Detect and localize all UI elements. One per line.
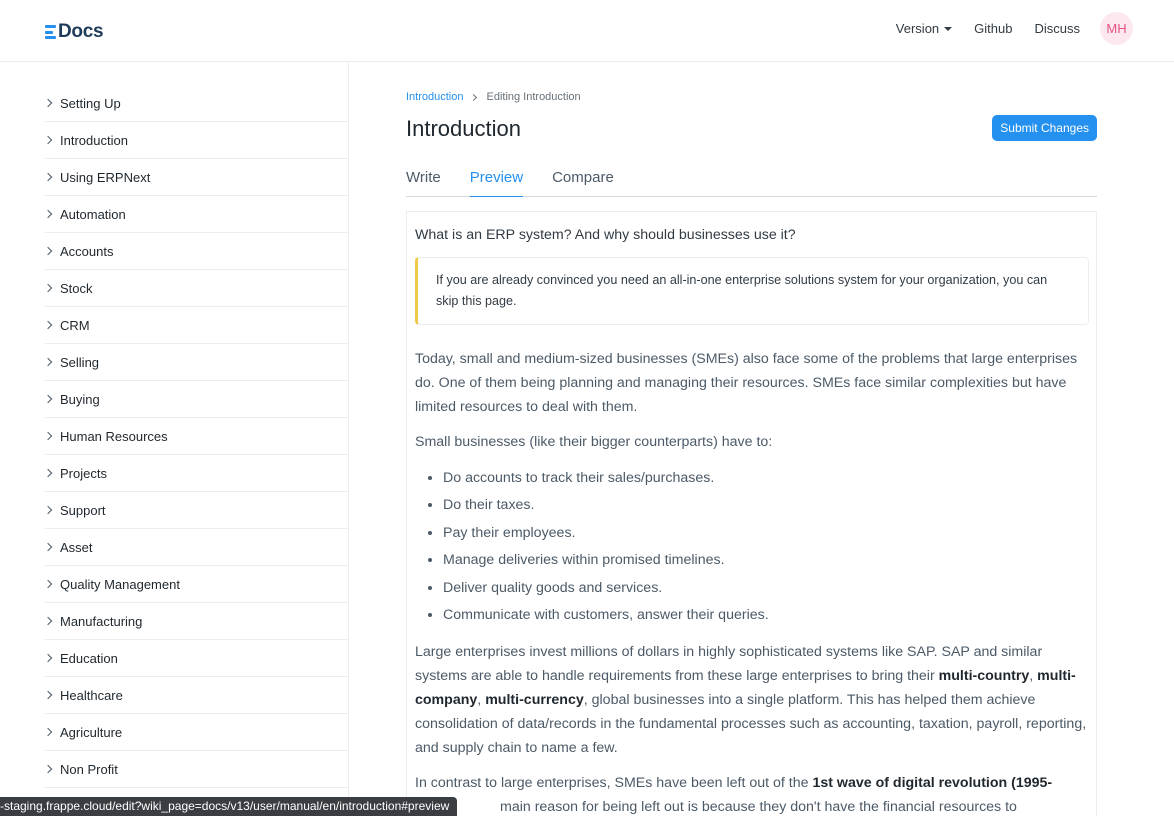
sidebar-item-label: Buying [60, 391, 100, 407]
list-item: • Do their taxes. [443, 492, 1088, 519]
chevron-right-icon [44, 284, 52, 292]
preview-pane [406, 211, 1097, 816]
sidebar-item-quality-management[interactable] [45, 566, 349, 603]
status-bar-url: -staging.frappe.cloud/edit?wiki_page=docs/v13/user/manual/en/introduction#preview [0, 797, 457, 816]
submit-changes-button[interactable]: Submit Changes [992, 115, 1097, 141]
sidebar-item-label: Agriculture [60, 724, 123, 740]
chevron-right-icon [44, 432, 52, 440]
version-label: Version [895, 21, 940, 36]
chevron-right-icon [44, 247, 52, 255]
chevron-right-icon [44, 765, 52, 773]
breadcrumb-current: Editing Introduction [486, 91, 581, 103]
chevron-right-icon [44, 210, 52, 218]
sidebar-item-label: Accounts [60, 243, 114, 259]
sidebar-item-healthcare[interactable] [45, 677, 349, 714]
discuss-link[interactable]: Discuss [1034, 21, 1080, 36]
sidebar-item-stock[interactable] [45, 270, 349, 307]
sidebar-item-label: Non Profit [60, 761, 118, 777]
version-dropdown[interactable] [896, 21, 952, 36]
sidebar-item-accounts[interactable] [45, 233, 349, 270]
sidebar-item-label: Education [60, 650, 118, 666]
sidebar-item-automation[interactable] [45, 196, 349, 233]
sidebar-item-label: Setting Up [60, 95, 121, 111]
text-run: , [477, 692, 486, 709]
docs-logo[interactable] [45, 21, 103, 43]
callout-note: If you are already convinced you need an all-in-one enterprise solutions system for your organization, you can skip this page. [415, 257, 1089, 325]
task-list [443, 465, 1088, 629]
page-title: Introduction [406, 116, 521, 141]
sidebar [0, 62, 349, 816]
bold-text: multi-company [415, 668, 1076, 709]
list-item: • Pay their employees. [443, 520, 1088, 547]
sidebar-item-using-erpnext[interactable] [45, 159, 349, 196]
logo-mark-icon [45, 25, 56, 39]
tab-write[interactable]: Write [406, 169, 441, 186]
chevron-right-icon [44, 99, 52, 107]
github-link[interactable]: Github [974, 21, 1013, 36]
logo-text: Docs [58, 21, 104, 42]
chevron-right-icon [44, 617, 52, 625]
text-run: , global businesses into a single platform. This has helped them achieve consolidation of data/records in the fundamental processes such as accounting, taxation, payroll, reporting, and supply chain to name a few. [415, 692, 1087, 757]
chevron-right-icon [44, 358, 52, 366]
list-item: • Manage deliveries within promised timelines. [443, 547, 1088, 574]
chevron-right-icon [44, 580, 52, 588]
bold-text: multi-currency [485, 692, 584, 709]
list-item: • Communicate with customers, answer their queries. [443, 602, 1088, 629]
list-item: • Do accounts to track their sales/purchases. [443, 465, 1088, 492]
sidebar-item-selling[interactable] [45, 344, 349, 381]
paragraph-smes: Today, small and medium-sized businesses (SMEs) also face some of the problems that large enterprises do. One of them being planning and managing their resources. SMEs face similar complexities but have limited resources to deal with them. [415, 351, 1078, 415]
paragraph-large-enterprises [415, 640, 1088, 760]
tab-compare[interactable]: Compare [552, 169, 614, 186]
list-item: • Deliver quality goods and services. [443, 575, 1088, 602]
text-run: main reason for being left out is because they don't have the financial resources to [500, 799, 1017, 816]
chevron-right-icon [44, 173, 52, 181]
sidebar-item-label: Quality Management [60, 576, 180, 592]
sidebar-item-education[interactable] [45, 640, 349, 677]
breadcrumb [406, 91, 581, 103]
text-run: Large enterprises invest millions of dollars in highly sophisticated systems like SAP. SAP and similar systems are able to handle requirements from these large enterprises to bring their [415, 644, 1043, 685]
sidebar-item-label: Healthcare [60, 687, 123, 703]
nav-links [896, 12, 1133, 45]
bold-text: 1st wave of digital revolution (1995- [812, 775, 1053, 792]
paragraph-contrast [415, 771, 1088, 816]
sidebar-item-asset[interactable] [45, 529, 349, 566]
sidebar-item-label: Human Resources [60, 428, 168, 444]
paragraph-small-businesses: Small businesses (like their bigger counterparts) have to: [415, 434, 773, 450]
sidebar-item-label: Selling [60, 354, 100, 370]
sidebar-item-label: Support [60, 502, 106, 518]
text-run: In contrast to large enterprises, SMEs have been left out of the [415, 775, 813, 792]
chevron-right-icon [44, 395, 52, 403]
sidebar-item-support[interactable] [45, 492, 349, 529]
chevron-right-icon [44, 506, 52, 514]
chevron-right-icon [44, 691, 52, 699]
sidebar-item-buying[interactable] [45, 381, 349, 418]
top-navbar [0, 0, 1174, 62]
editor-tabs [406, 160, 1097, 197]
sidebar-item-projects[interactable] [45, 455, 349, 492]
sidebar-list [45, 85, 349, 788]
sidebar-item-human-resources[interactable] [45, 418, 349, 455]
sidebar-item-label: CRM [60, 317, 90, 333]
sidebar-item-label: Manufacturing [60, 613, 143, 629]
bold-text: multi-country [938, 668, 1030, 685]
chevron-right-icon [44, 654, 52, 662]
sidebar-item-non-profit[interactable] [45, 751, 349, 788]
sidebar-item-agriculture[interactable] [45, 714, 349, 751]
sidebar-item-label: Automation [60, 206, 126, 222]
sidebar-item-manufacturing[interactable] [45, 603, 349, 640]
chevron-right-icon [44, 136, 52, 144]
sidebar-item-introduction[interactable] [45, 122, 349, 159]
text-run: , [1029, 668, 1038, 685]
chevron-right-icon [44, 728, 52, 736]
sidebar-item-crm[interactable] [45, 307, 349, 344]
chevron-right-icon [44, 543, 52, 551]
tab-preview[interactable]: Preview [470, 160, 523, 197]
sidebar-item-label: Projects [60, 465, 107, 481]
chevron-right-icon [44, 469, 52, 477]
avatar[interactable]: MH [1100, 12, 1133, 45]
sidebar-item-label: Using ERPNext [60, 169, 151, 185]
sidebar-item-label: Asset [60, 539, 93, 555]
intro-question: What is an ERP system? And why should businesses use it? [415, 227, 796, 243]
caret-down-icon [944, 27, 952, 31]
chevron-right-icon [44, 321, 52, 329]
breadcrumb-introduction-link[interactable]: Introduction [406, 91, 464, 103]
sidebar-item-label: Introduction [60, 132, 128, 148]
chevron-right-icon [470, 93, 477, 100]
sidebar-item-label: Stock [60, 280, 93, 296]
sidebar-item-setting-up[interactable] [45, 85, 349, 122]
